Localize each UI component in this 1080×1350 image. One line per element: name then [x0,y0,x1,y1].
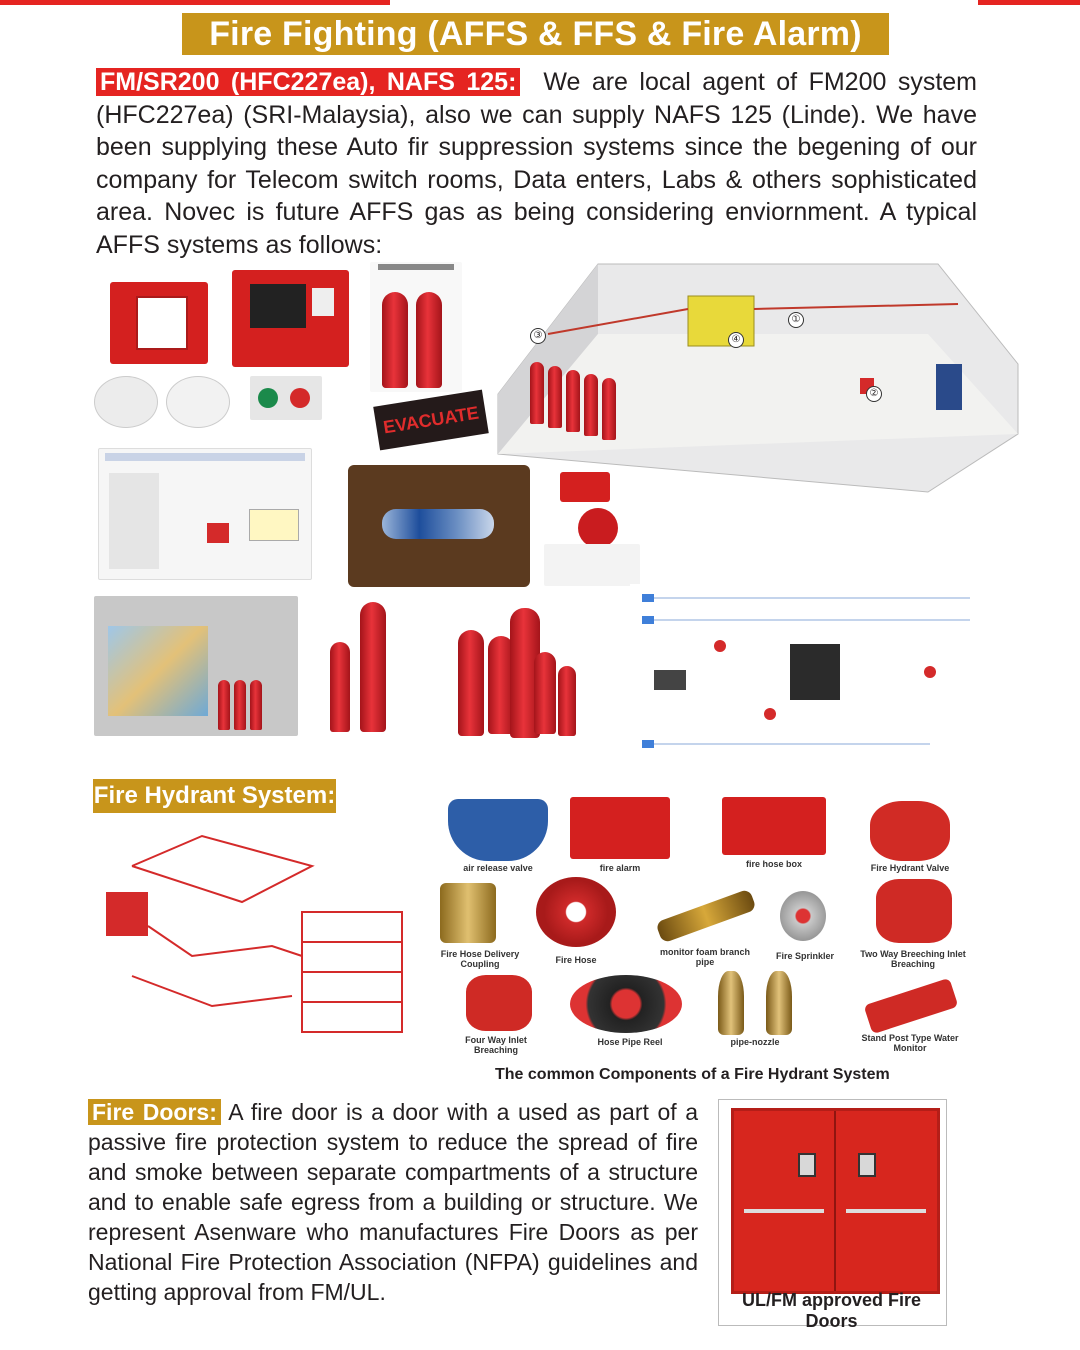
stand-post-water-monitor-image [864,978,959,1034]
pipe-nozzle-image-1 [718,971,744,1035]
label-monitor-foam-branch-pipe: monitor foam branch pipe [660,947,751,967]
air-release-valve-image [448,799,548,861]
two-way-breeching-inlet-image [876,879,952,943]
top-accent-bar-right [978,0,1080,5]
room-marker-1: ① [788,312,804,328]
room-cylinder-3 [566,370,580,432]
fire-alarm-schematic [630,584,982,774]
room-cylinder-5 [602,378,616,440]
bell-unit-image [560,472,610,502]
affs-heading: FM/SR200 (HFC227ea), NAFS 125: [96,68,520,96]
fire-hose-box-image [722,797,826,855]
pipe-nozzle-image-2 [766,971,792,1035]
fire-door-caption: UL/FM approved Fire Doors [741,1290,921,1331]
hydrant-caption: The common Components of a Fire Hydrant System [495,1066,890,1083]
label-pipe-nozzle: pipe-nozzle [730,1037,780,1047]
evacuate-sign: EVACUATE [373,390,489,451]
label-hose-pipe-reel: Hose Pipe Reel [597,1037,663,1047]
label-four-way-inlet: Four Way Inlet Breaching [465,1035,527,1055]
extinguisher-1-image [458,630,484,736]
fire-door-image [731,1108,940,1294]
page-title: Fire Fighting (AFFS & FFS & Fire Alarm) [182,13,889,55]
extinguisher-5-image [558,666,576,736]
server-room-3d-image [94,596,298,736]
hydrant-components-grid [430,795,985,1057]
label-fire-hose-box: fire hose box [745,859,802,869]
fire-hydrant-valve-image [870,801,950,861]
label-hose-delivery-coupling: Fire Hose Delivery Coupling [440,949,520,969]
indicator-lamps-image [250,376,322,420]
label-two-way-breeching-inlet: Two Way Breeching Inlet Breaching [860,949,966,969]
affs-paragraph [96,66,977,261]
label-fire-hydrant-valve: Fire Hydrant Valve [870,863,950,873]
monitor-foam-branch-pipe-image [655,889,756,944]
fire-sprinkler-image [780,891,826,941]
affs-image-collage [90,262,990,772]
wiring-diagram-image [544,544,640,586]
fire-alarm-image [570,797,670,859]
hose-pipe-reel-image [570,975,682,1033]
manual-release-box-image [110,282,208,364]
fire-detection-system-diagram [98,448,312,580]
label-fire-alarm: fire alarm [599,863,641,873]
label-air-release-valve: air release valve [463,863,533,873]
co2-extinguisher-image [330,642,350,732]
heat-detector-image [166,376,230,428]
label-fire-hose: Fire Hose [555,955,597,965]
fire-doors-paragraph [88,1097,698,1307]
sounder-image [578,508,618,548]
co2-extinguisher-large-image [360,602,386,732]
top-accent-bar-left [0,0,390,5]
four-way-inlet-image [466,975,532,1031]
fm200-cylinders-image [370,262,462,392]
room-marker-2: ② [866,386,882,402]
fire-doors-body: A fire door is a door with a used as part of a passive fire protection system to reduce the spread of fire and smoke between separate compartments of a structure and to enable safe egress from a building or structure. We represent Asenware who manufactures Fire Doors as per National Fire Protection Association (NFPA) guidelines and getting approval from FM/UL. [88,1099,699,1305]
fire-alarm-panel-image [232,270,349,367]
hydrant-system-diagram [92,826,410,1048]
room-cylinder-4 [584,374,598,436]
room-cylinder-1 [530,362,544,424]
fire-hose-image [536,877,616,947]
affs-body: We are local agent of FM200 system (HFC227ea) (SRI-Malaysia), also we can supply NAFS 125 (Linde). We have been supplying these Auto fir suppression systems since the begening of our company for Telecom switch rooms, Data enters, Labs & others sophisticated area. Novec is future AFFS gas as being considering enviornment. A typical AFFS systems as follows: [96,68,978,259]
extinguishing-unit-components-image [348,465,530,587]
room-cylinder-2 [548,366,562,428]
extinguisher-4-image [534,652,556,734]
room-marker-3: ③ [530,328,546,344]
fire-doors-heading: Fire Doors: [88,1099,221,1125]
hose-delivery-coupling-image [440,883,496,943]
room-marker-4: ④ [728,332,744,348]
label-fire-sprinkler: Fire Sprinkler [775,951,835,961]
smoke-detector-image [94,376,158,428]
label-stand-post-water-monitor: Stand Post Type Water Monitor [861,1033,959,1053]
hydrant-heading: Fire Hydrant System: [93,779,336,813]
